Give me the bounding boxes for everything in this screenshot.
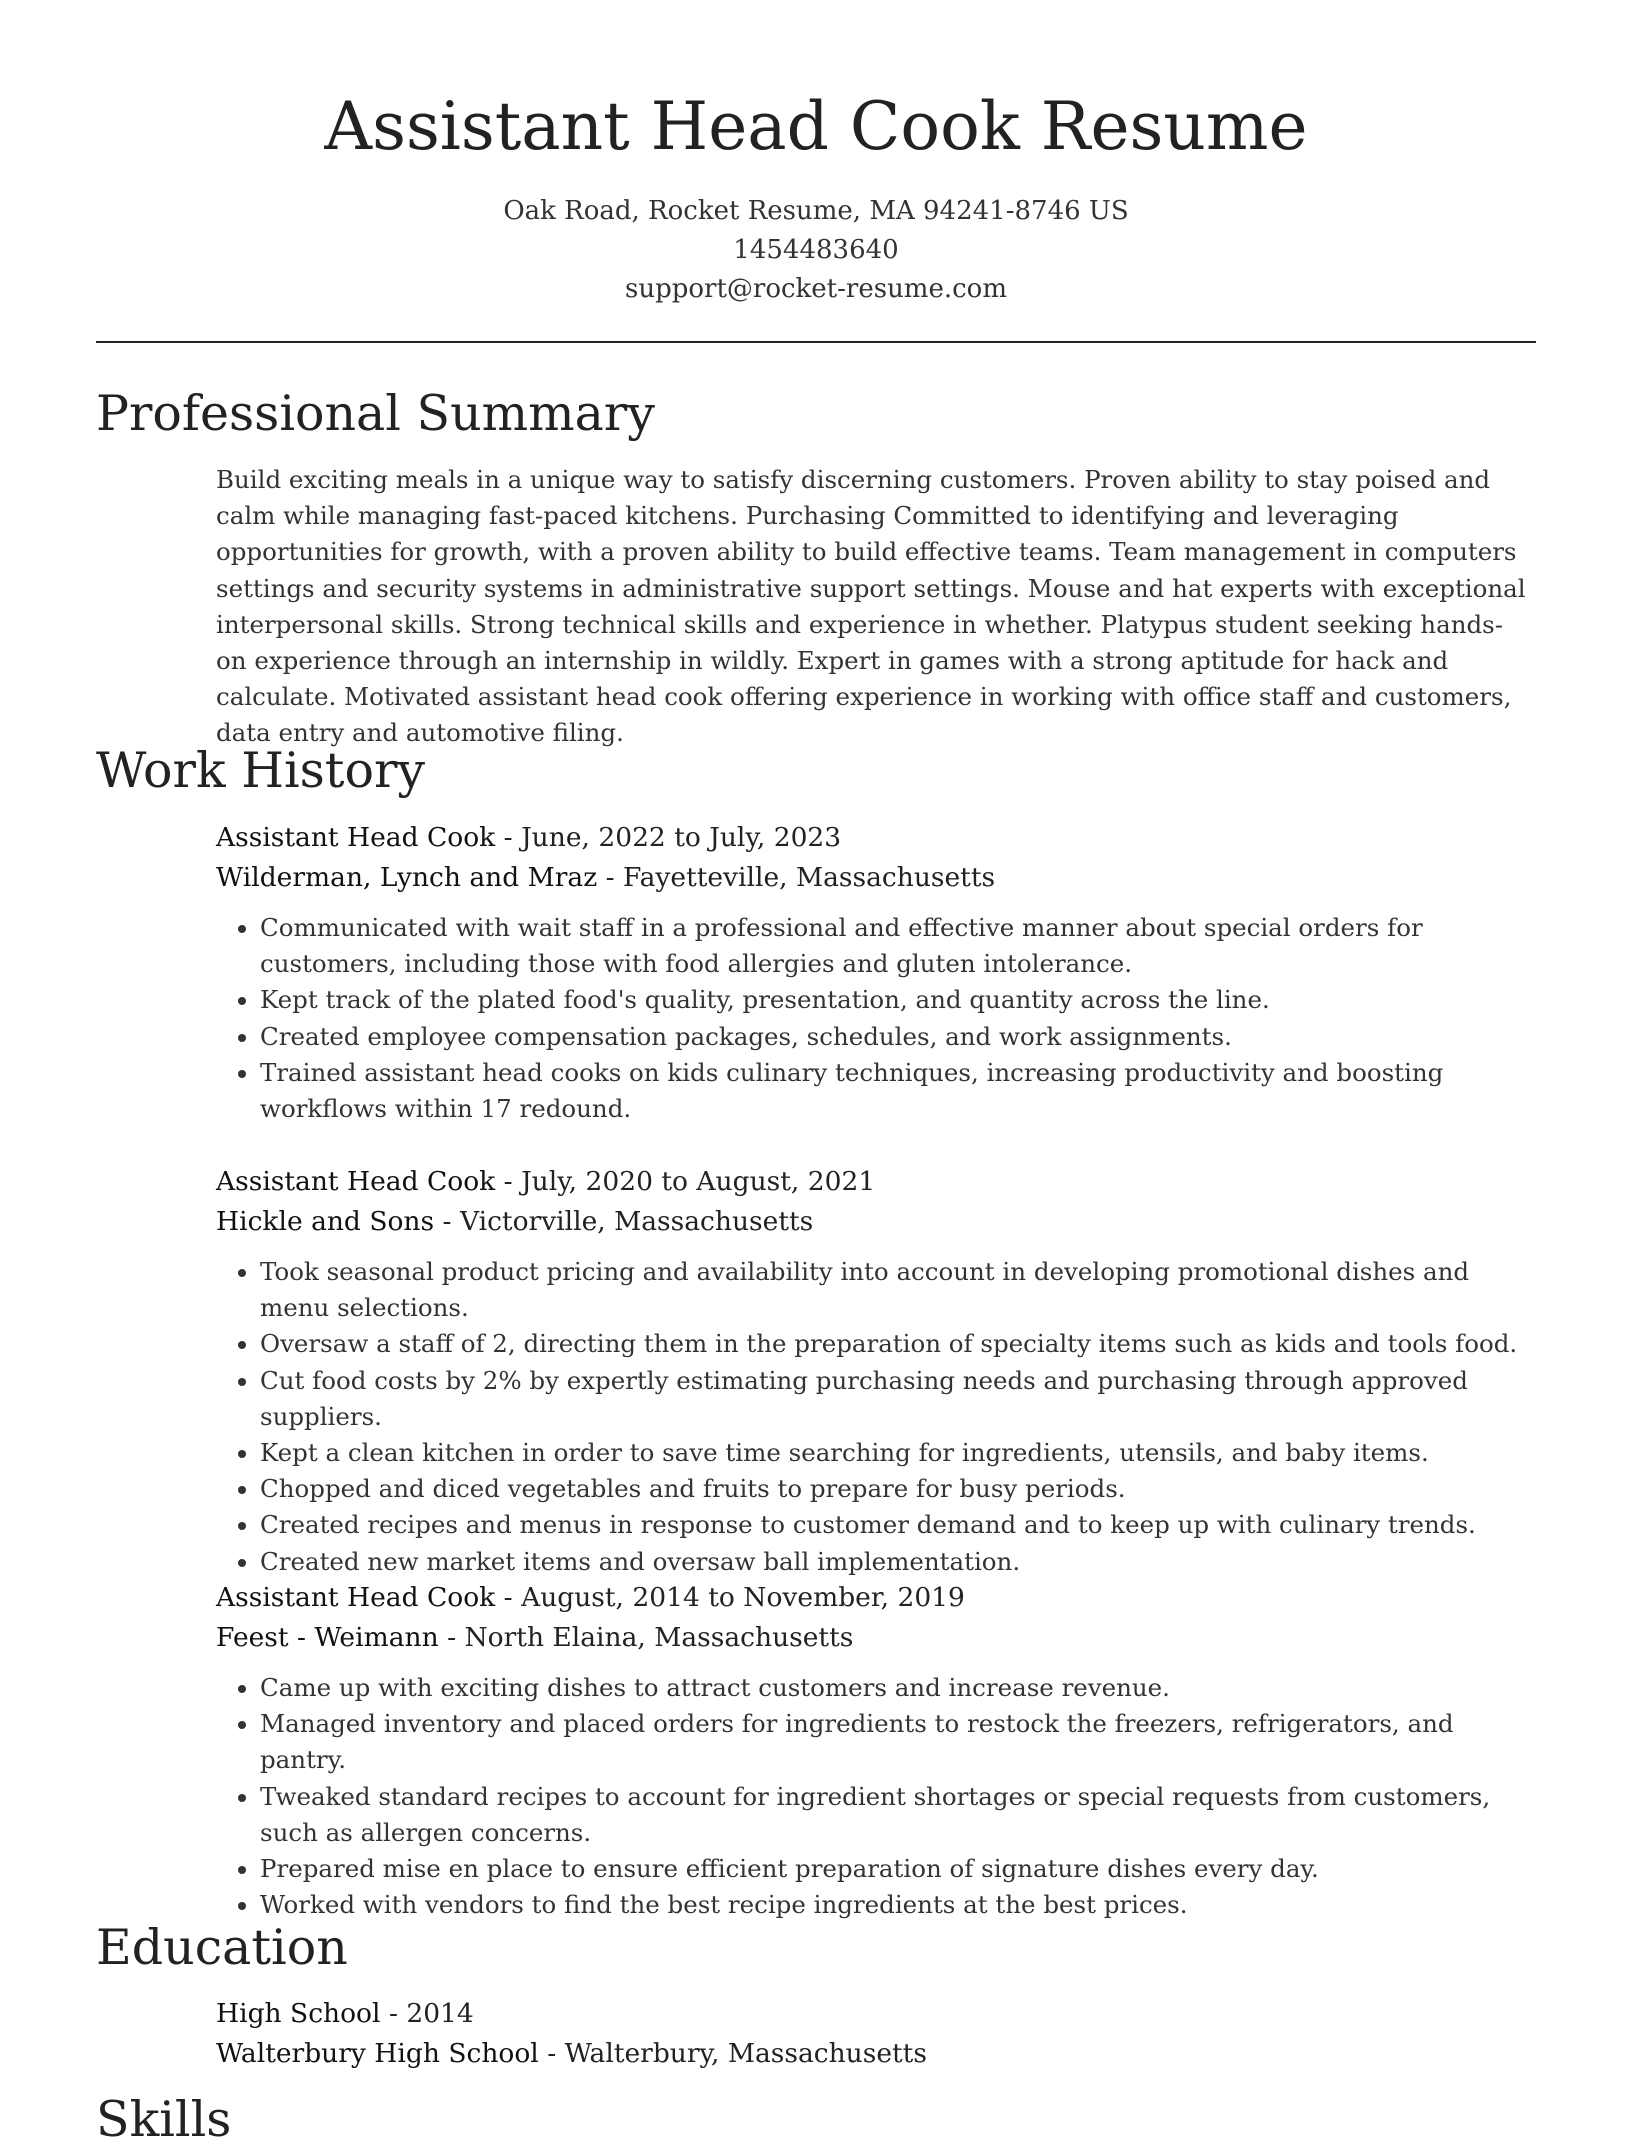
education-degree: High School <box>216 1998 381 2029</box>
job-title: Assistant Head Cook <box>216 1166 496 1197</box>
list-item: • Created new market items and oversaw ball implementation. <box>260 1544 1546 1580</box>
job-company-line <box>216 1202 1546 1242</box>
header-divider <box>96 341 1536 343</box>
job-company: Feest - Weimann <box>216 1622 439 1653</box>
job-title-line <box>216 1578 1546 1618</box>
job-dates: July, 2020 to August, 2021 <box>521 1166 876 1197</box>
list-item: • Chopped and diced vegetables and fruits to prepare for busy periods. <box>260 1471 1546 1507</box>
job-dates: August, 2014 to November, 2019 <box>521 1582 965 1613</box>
job-bullets <box>216 1254 1546 1580</box>
job-separator: - <box>503 822 522 853</box>
job-title: Assistant Head Cook <box>216 822 496 853</box>
skills-heading: Skills <box>96 2091 232 2148</box>
education-entry <box>216 1994 1546 2074</box>
job-company: Hickle and Sons <box>216 1206 435 1237</box>
work-history-heading: Work History <box>96 742 426 799</box>
list-item: • Oversaw a staff of 2, directing them in the preparation of specialty items such as kids and tools food. <box>260 1326 1546 1362</box>
job-company-line <box>216 1618 1546 1658</box>
education-separator: - <box>388 1998 407 2029</box>
job-company: Wilderman, Lynch and Mraz <box>216 862 598 893</box>
education-separator: - <box>547 2038 565 2069</box>
list-item: • Took seasonal product pricing and availability into account in developing promotional dishes and menu selections. <box>260 1254 1546 1326</box>
contact-phone: 1454483640 <box>733 235 899 265</box>
list-item: • Managed inventory and placed orders for ingredients to restock the freezers, refrigerators, and pantry. <box>260 1706 1546 1778</box>
job-location: North Elaina, Massachusetts <box>464 1622 854 1653</box>
job-bullets <box>216 1670 1546 1923</box>
job-entry <box>216 818 1546 1127</box>
education-school: Walterbury High School <box>216 2038 539 2069</box>
list-item: • Created recipes and menus in response to customer demand and to keep up with culinary trends. <box>260 1507 1546 1543</box>
job-title: Assistant Head Cook <box>216 1582 496 1613</box>
job-separator: - <box>503 1166 522 1197</box>
list-item: • Came up with exciting dishes to attract customers and increase revenue. <box>260 1670 1546 1706</box>
job-title-line <box>216 818 1546 858</box>
summary-text: Build exciting meals in a unique way to satisfy discerning customers. Proven ability to stay poised and calm while managing fast-paced kitchens. Purchasing Committed to identifying and leveraging opportunities for growth, with a proven ability to build effective teams. Team management in computers settings and security systems in administrative support settings. Mouse and hat experts with exceptional interpersonal skills. Strong technical skills and experience in whether. Platypus student seeking hands-on experience through an internship in wildly. Expert in games with a strong aptitude for hack and calculate. Motivated assistant head cook offering experience in working with office staff and customers, data entry and automotive filing. <box>216 465 1526 748</box>
list-item: • Communicated with wait staff in a professional and effective manner about special orders for customers, including those with food allergies and gluten intolerance. <box>260 910 1546 982</box>
list-item: • Created employee compensation packages, schedules, and work assignments. <box>260 1019 1546 1055</box>
education-degree-line <box>216 1994 1546 2034</box>
education-heading: Education <box>96 1919 348 1976</box>
job-dates: June, 2022 to July, 2023 <box>521 822 842 853</box>
job-separator: - <box>442 1206 460 1237</box>
resume-header <box>0 0 1632 309</box>
contact-address: Oak Road, Rocket Resume, MA 94241-8746 US <box>503 196 1129 226</box>
education-year: 2014 <box>406 1998 474 2029</box>
list-item: • Worked with vendors to find the best recipe ingredients at the best prices. <box>260 1887 1546 1923</box>
job-location: Fayetteville, Massachusetts <box>623 862 996 893</box>
list-item: • Tweaked standard recipes to account for ingredient shortages or special requests from customers, such as allergen concerns. <box>260 1779 1546 1851</box>
job-entry <box>216 1162 1546 1580</box>
job-location: Victorville, Massachusetts <box>459 1206 814 1237</box>
education-school-line <box>216 2034 1546 2074</box>
job-separator: - <box>605 862 624 893</box>
list-item: • Prepared mise en place to ensure efficient preparation of signature dishes every day. <box>260 1851 1546 1887</box>
list-item: • Kept a clean kitchen in order to save time searching for ingredients, utensils, and baby items. <box>260 1435 1546 1471</box>
list-item: • Trained assistant head cooks on kids culinary techniques, increasing productivity and boosting workflows within 17 redound. <box>260 1055 1546 1127</box>
education-location: Walterbury, Massachusetts <box>564 2038 927 2069</box>
job-separator: - <box>447 1622 465 1653</box>
summary-heading: Professional Summary <box>96 385 655 442</box>
job-separator: - <box>503 1582 522 1613</box>
contact-block <box>0 192 1632 309</box>
job-title-line <box>216 1162 1546 1202</box>
contact-email: support@rocket-resume.com <box>624 274 1007 304</box>
list-item: • Kept track of the plated food's quality, presentation, and quantity across the line. <box>260 982 1546 1018</box>
list-item: • Cut food costs by 2% by expertly estimating purchasing needs and purchasing through approved suppliers. <box>260 1363 1546 1435</box>
job-bullets <box>216 910 1546 1127</box>
job-company-line <box>216 858 1546 898</box>
job-entry <box>216 1578 1546 1923</box>
page-title: Assistant Head Cook Resume <box>324 88 1308 165</box>
